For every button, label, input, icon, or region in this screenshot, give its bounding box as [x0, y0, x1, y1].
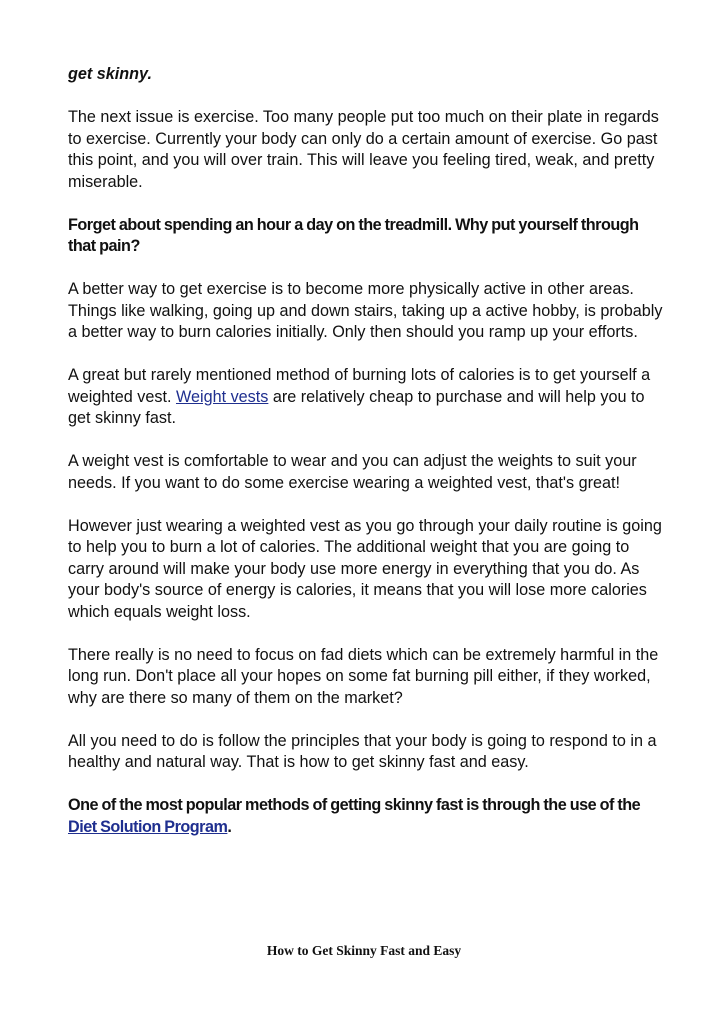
text-segment: A great but rarely mentioned method of burning lots of calories is to get yourself a weighted vest.: [68, 366, 651, 406]
paragraph-active: A better way to get exercise is to become more physically active in other areas. Things like walking, going up and down stairs, taking up a active hobby, is probably a better way to burn calories initially. Only then should you ramp up your efforts.: [68, 280, 663, 341]
page-footer-title: How to Get Skinny Fast and Easy: [266, 943, 462, 958]
paragraph-principles: All you need to do is follow the principles that your body is going to respond to in a healthy and natural way. That is how to get skinny fast and easy.: [68, 731, 657, 771]
paragraph-fad-diets: There really is no need to focus on fad diets which can be extremely harmful in the long run. Don't place all your hopes on some fat burning pill either, if they worked, why are there so many of them on the market?: [68, 645, 659, 707]
text-segment: .: [227, 817, 232, 836]
paragraph-treadmill: Forget about spending an hour a day on the treadmill. Why put yourself through that pain?: [68, 215, 639, 255]
weight-vests-link[interactable]: Weight vests: [175, 387, 269, 406]
paragraph-continuation: get skinny.: [68, 65, 152, 83]
paragraph-weighted-vest: [68, 365, 668, 430]
paragraph-exercise: The next issue is exercise. Too many people put too much on their plate in regards to exercise. Currently your body can only do a certain amount of exercise. Go past this point, and you will over train. This will leave you feeling tired, weak, and pretty miserable.: [68, 108, 659, 191]
diet-solution-program-link[interactable]: Diet Solution Program: [68, 817, 228, 836]
paragraph-diet-solution: [68, 795, 668, 838]
paragraph-comfortable: A weight vest is comfortable to wear and you can adjust the weights to suit your needs. If you want to do some exercise wearing a weighted vest, that's great!: [68, 452, 637, 492]
text-segment: One of the most popular methods of getting skinny fast is through the use of the: [68, 796, 641, 814]
text-segment: are relatively cheap to purchase and will help you to get skinny fast.: [68, 387, 645, 427]
document-body: [68, 64, 668, 860]
paragraph-daily-routine: However just wearing a weighted vest as you go through your daily routine is going to help you to burn a lot of calories. The additional weight that you are going to carry around will make your body use more energy in everything that you do. As your body's source of energy is calories, it means that you will lose more calories which equals weight loss.: [68, 516, 662, 621]
